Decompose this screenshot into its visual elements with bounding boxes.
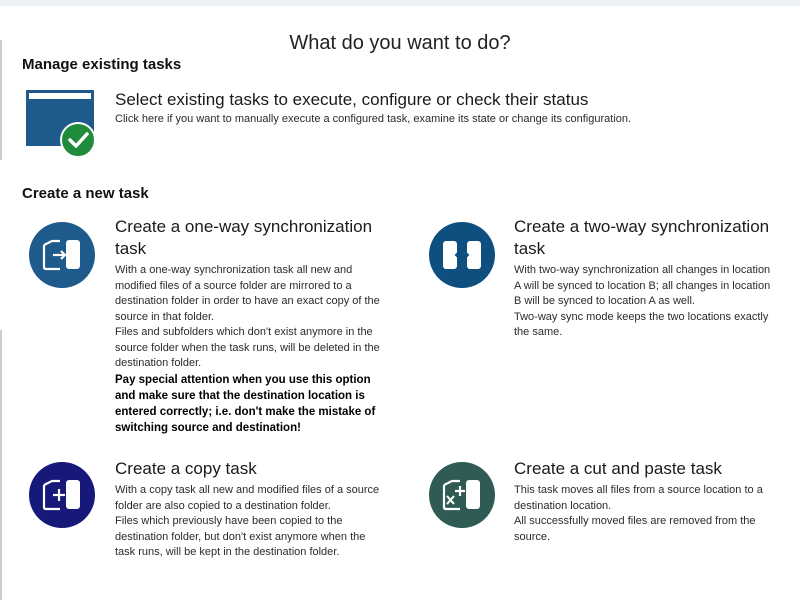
- copy-task-icon: [28, 461, 96, 529]
- create-cut-paste-option[interactable]: [424, 458, 784, 558]
- window-top-strip: [0, 0, 800, 6]
- one-way-sync-warning: Pay special attention when you use this option and make sure that the destination location is entered correctly; i.e. don't make the mistake of switching source and destination!: [115, 373, 376, 434]
- create-one-way-sync-option[interactable]: [24, 216, 384, 438]
- two-way-sync-desc-1: With two-way synchronization all changes in location A will be synced to location B; all changes in location B will be synced to location A as well.: [514, 264, 771, 307]
- two-way-sync-icon: [428, 221, 496, 289]
- window-edge: [0, 40, 2, 160]
- select-existing-tasks-description: Click here if you want to manually execute a configured task, examine its state or change its configuration.: [115, 113, 632, 125]
- select-existing-tasks-option[interactable]: [24, 86, 684, 156]
- cut-paste-task-desc-2: All successfully moved files are removed from the source.: [514, 515, 756, 543]
- window-edge: [0, 330, 2, 600]
- task-list-window-icon: [26, 90, 100, 158]
- one-way-sync-title: Create a one-way synchronization task: [115, 217, 373, 258]
- copy-task-desc-2: Files which previously have been copied to the destination folder, but don't exist anymore when the task runs, will be kept in the destination folder.: [115, 515, 366, 558]
- cut-paste-task-title: Create a cut and paste task: [514, 459, 722, 478]
- one-way-sync-description: [115, 263, 385, 436]
- one-way-sync-icon: [28, 221, 96, 289]
- create-two-way-sync-option[interactable]: [424, 216, 784, 346]
- cut-paste-task-description: [514, 483, 779, 545]
- copy-task-description: [115, 483, 385, 561]
- manage-section-title: Manage existing tasks: [22, 56, 182, 73]
- create-section-title: Create a new task: [22, 185, 149, 202]
- copy-task-title: Create a copy task: [115, 459, 257, 478]
- create-copy-task-option[interactable]: [24, 458, 384, 568]
- select-existing-tasks-title: Select existing tasks to execute, configure or check their status: [115, 90, 589, 109]
- cut-paste-task-icon: [428, 461, 496, 529]
- one-way-sync-desc-1: With a one-way synchronization task all new and modified files of a source folder are mirrored to a destination folder in order to have an exact copy of the source in that folder.: [115, 264, 380, 323]
- page-title: What do you want to do?: [289, 32, 511, 54]
- two-way-sync-title: Create a two-way synchronization task: [514, 217, 770, 258]
- cut-paste-task-desc-1: This task moves all files from a source location to a destination location.: [514, 484, 763, 512]
- two-way-sync-description: [514, 263, 779, 341]
- copy-task-desc-1: With a copy task all new and modified files of a source folder are also copied to a destination folder.: [115, 484, 380, 512]
- two-way-sync-desc-2: Two-way sync mode keeps the two locations exactly the same.: [514, 310, 769, 338]
- one-way-sync-desc-2: Files and subfolders which don't exist anymore in the source folder when the task runs, will be deleted in the destination folder.: [115, 326, 380, 369]
